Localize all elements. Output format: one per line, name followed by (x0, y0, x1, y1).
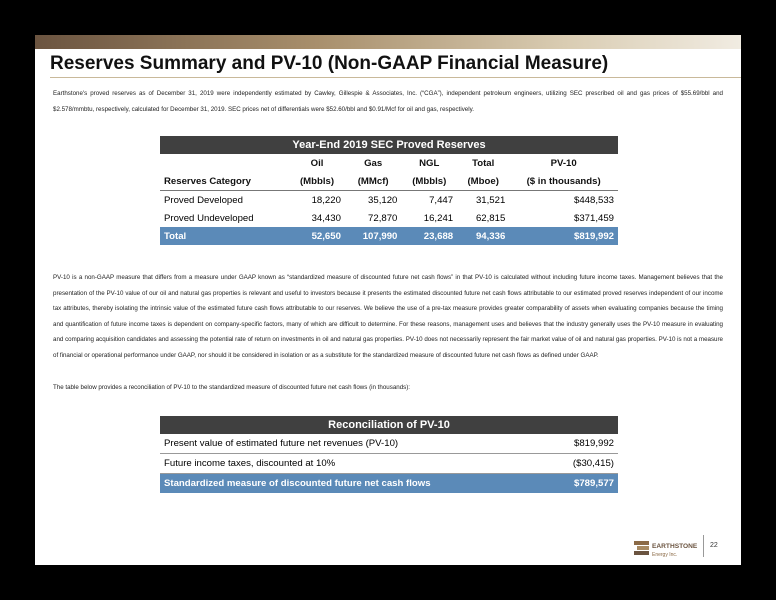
cell-value: $371,459 (573, 212, 614, 224)
cell-value: 62,815 (475, 212, 506, 224)
earthstone-logo (633, 536, 701, 565)
reserves-table-heading: Year-End 2019 SEC Proved Reserves (160, 136, 618, 154)
page-number: 22 (710, 542, 718, 549)
header-cell: (Mbbls) (412, 175, 447, 187)
row-label: Proved Developed (160, 191, 289, 210)
total-row (160, 474, 618, 494)
page-title: Reserves Summary and PV-10 (Non-GAAP Financial Measure) (50, 53, 609, 74)
row-label: Future income taxes, discounted at 10% (160, 454, 549, 474)
header-cell: ($ in thousands) (526, 175, 601, 187)
intro-paragraph: Earthstone's proved reserves as of December 31, 2019 were independently estimated by Cawley, Gillespie & Associates, Inc. (“CGA”), independent petroleum engineers, utilizing SEC prescribed oil and gas prices of $55.69/bbl and $2.578/mmbtu, respectively, calculated for December 31, 2019. SEC prices net of differentials were $52.60/bbl and $0.91/Mcf for oil and gas, respectively. (53, 90, 723, 113)
row-label: Proved Undeveloped (164, 212, 254, 224)
table-row (160, 209, 618, 227)
header-cell: (Mbbls) (299, 175, 335, 187)
cell-value: 16,241 (423, 212, 454, 224)
cell-value: $819,992 (549, 434, 618, 454)
table-row (160, 454, 618, 474)
header-cell: Oil (310, 157, 324, 169)
header-cell: Reserves Category (164, 175, 251, 187)
reconciliation-table-heading: Reconciliation of PV-10 (160, 416, 618, 434)
cell-value: 35,120 (345, 191, 401, 210)
cell-value: 107,990 (345, 227, 401, 245)
title-divider (50, 77, 741, 78)
reserves-table (160, 136, 618, 245)
cell-value: 72,870 (368, 212, 398, 224)
total-row (160, 227, 618, 245)
reconciliation-intro: The table below provides a reconciliation of PV-10 to the standardized measure of discounted future net cash flows (in thousands): (53, 384, 411, 391)
header-cell (160, 154, 289, 172)
cell-value: 31,521 (457, 191, 509, 210)
logo-name: EARTHSTONE (652, 543, 698, 550)
cell-value: $819,992 (509, 227, 618, 245)
header-cell: (MMcf) (357, 175, 389, 187)
row-label: Standardized measure of discounted future net cash flows (160, 474, 549, 494)
logo-sub: Energy Inc. (652, 552, 678, 558)
footer-divider (703, 535, 704, 557)
table-row (160, 434, 618, 454)
cell-value: ($30,415) (549, 454, 618, 474)
reserves-header-row-1 (160, 154, 618, 172)
row-label: Total (160, 227, 289, 245)
earthstone-logo-icon (633, 536, 701, 562)
reserves-header-row-2 (160, 172, 618, 191)
cell-value: $448,533 (509, 191, 618, 210)
row-label: Present value of estimated future net revenues (PV-10) (160, 434, 549, 454)
cell-value: 52,650 (289, 227, 345, 245)
cell-value: 34,430 (311, 212, 341, 224)
cell-value: 18,220 (289, 191, 345, 210)
header-cell: Total (472, 157, 495, 169)
cell-value: $789,577 (549, 474, 618, 494)
slide (35, 35, 741, 565)
cell-value: 94,336 (457, 227, 509, 245)
cell-value: 7,447 (401, 191, 457, 210)
header-cell: Gas (364, 157, 383, 169)
header-cell: (Mboe) (467, 175, 499, 187)
header-cell: NGL (419, 157, 440, 169)
top-banner (35, 35, 741, 49)
reconciliation-table (160, 416, 618, 493)
table-row (160, 191, 618, 210)
cell-value: 23,688 (401, 227, 457, 245)
pv10-paragraph: PV-10 is a non-GAAP measure that differs from a measure under GAAP known as “standardized measure of discounted future net cash flows” in that PV-10 is calculated without including future income taxes. Management believes that the presentation of the PV-10 value of our oil and natural gas properties is relevant and useful to investors because it presents the estimated discounted future net cash flows attributable to our estimated proved reserves independent of our income tax attributes, thereby isolating the intrinsic value of the estimated future cash flows attributable to our reserves. We believe the use of a pre-tax measure provides greater comparability of assets when evaluating companies because the timing and quantification of future income taxes is dependent on company-specific factors, many of which are difficult to determine. For these reasons, management uses and believes that the industry generally uses the PV-10 measure in evaluating and comparing acquisition candidates and assessing the potential rate of return on investments in oil and natural gas properties. PV-10 does not necessarily represent the fair market value of oil and natural gas properties. PV-10 is not a measure of financial or operational performance under GAAP, nor should it be considered in isolation or as a substitute for the standardized measure of discounted future net cash flows as defined under GAAP. (53, 274, 723, 359)
header-cell: PV-10 (550, 157, 577, 169)
